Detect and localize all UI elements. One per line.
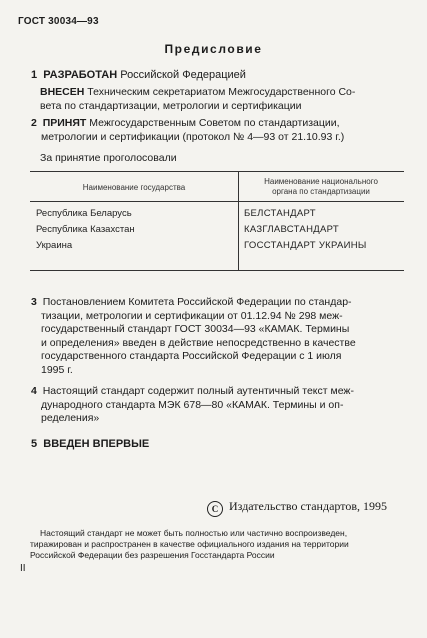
vote-caption: За принятие проголосовали xyxy=(40,152,177,164)
section-1-sub-line-1: Техническим секретариатом Межгосударственного Со- xyxy=(84,86,356,98)
copyright-icon: С xyxy=(207,501,223,517)
section-4-line-3: ределения» xyxy=(41,412,100,424)
copyright-line xyxy=(207,499,387,517)
section-3-line-3: государственный стандарт ГОСТ 30034—93 «КАМАК. Термины xyxy=(41,323,350,335)
table-header-state: Наименование государства xyxy=(82,183,186,192)
member-states-table xyxy=(30,171,404,271)
section-3-line-5: государственного стандарта Российской Федерации с 1 июля xyxy=(41,350,342,362)
table-cell-state: Республика Казахстан xyxy=(36,224,135,235)
section-2-line-1: Межгосударственным Советом по стандартизации, xyxy=(86,117,340,129)
section-2-number: 2 xyxy=(31,117,37,129)
table-cell-body: КАЗГЛАВСТАНДАРТ xyxy=(244,224,339,235)
table-cell-state: Республика Беларусь xyxy=(36,208,132,219)
section-5 xyxy=(31,437,149,451)
section-4-line-1: Настоящий стандарт содержит полный аутентичный текст меж- xyxy=(42,385,354,397)
section-4-line-2: дународного стандарта МЭК 678—80 «КАМАК. Термины и оп- xyxy=(41,398,344,411)
section-3-line-1: Постановлением Комитета Российской Федерации по стандар- xyxy=(42,296,352,308)
section-2 xyxy=(31,117,403,144)
section-1-sub-lead: ВНЕСЕН xyxy=(40,86,85,98)
section-4 xyxy=(31,385,403,426)
reproduction-notice-line-2: тиражирован и распространен в качестве официального издания на территории xyxy=(30,539,349,549)
section-2-line-2: метрологии и сертификации (протокол № 4—93 от 21.10.93 г.) xyxy=(41,130,345,143)
section-4-number: 4 xyxy=(31,385,37,397)
section-3-line-2: тизации, метрологии и сертификации от 01.12.94 № 298 меж- xyxy=(41,309,343,322)
standard-code: ГОСТ 30034—93 xyxy=(18,16,99,27)
section-3 xyxy=(31,296,403,377)
reproduction-notice xyxy=(30,528,410,561)
section-1 xyxy=(31,68,246,82)
table-col-state xyxy=(36,206,135,254)
table-cell-body: БЕЛСТАНДАРТ xyxy=(244,208,316,219)
table-header-divider xyxy=(30,201,404,202)
section-3-number: 3 xyxy=(31,296,37,308)
table-col-body xyxy=(244,206,367,254)
section-1-sub-line-2: вета по стандартизации, метрологии и сертификации xyxy=(40,99,302,112)
section-3-line-6: 1995 г. xyxy=(41,363,73,376)
table-header-body-line-1: Наименование национального xyxy=(264,177,378,186)
reproduction-notice-line-3: Российской Федерации без разрешения Госстандарта России xyxy=(30,550,275,560)
section-5-number: 5 xyxy=(31,438,38,450)
page-title: Предисловие xyxy=(164,42,263,56)
reproduction-notice-line-1: Настоящий стандарт не может быть полностью или частично воспроизведен, xyxy=(40,528,348,538)
section-5-text: ВВЕДЕН ВПЕРВЫЕ xyxy=(43,438,150,450)
table-header-body xyxy=(238,177,404,196)
section-3-line-4: и определения» введен в действие непосредственно в качестве xyxy=(41,336,356,349)
copyright-text: Издательство стандартов, 1995 xyxy=(229,499,387,513)
table-header-body-line-2: органа по стандартизации xyxy=(272,186,370,196)
section-1-sub xyxy=(40,86,402,113)
section-1-number: 1 xyxy=(31,69,38,81)
page-number: II xyxy=(20,563,26,574)
section-1-lead: РАЗРАБОТАН xyxy=(43,69,118,81)
table-cell-state: Украина xyxy=(36,240,73,251)
section-1-rest: Российской Федерацией xyxy=(117,69,246,81)
table-cell-body: ГОССТАНДАРТ УКРАИНЫ xyxy=(244,240,367,251)
section-2-lead: ПРИНЯТ xyxy=(42,117,87,129)
